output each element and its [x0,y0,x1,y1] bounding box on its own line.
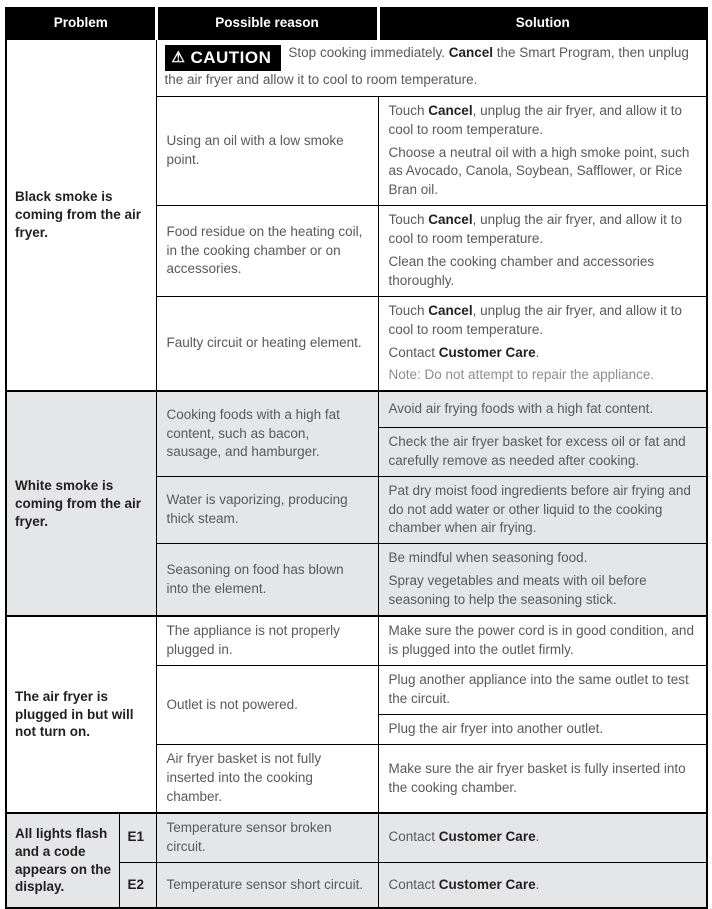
solution-cell [378,206,707,297]
problem-cell-white-smoke: White smoke is coming from the air fryer. [6,391,156,616]
column-header-solution: Solution [378,8,707,39]
reason-cell-sensor-short: Temperature sensor short circuit. [156,862,378,908]
reason-cell-not-plugged-in: The appliance is not properly plugged in. [156,616,378,666]
solution-cell [378,862,707,908]
solution-paragraph: Contact Customer Care. [388,344,540,360]
solution-note: Note: Do not attempt to repair the appliance. [388,367,655,383]
reason-cell-outlet-not-powered: Outlet is not powered. [156,666,378,745]
problem-cell-black-smoke: Black smoke is coming from the air fryer. [6,39,156,391]
error-code-e2: E2 [119,862,156,908]
solution-paragraph: Be mindful when seasoning food. [388,550,588,566]
table-row [6,813,707,862]
solution-paragraph: Touch Cancel, unplug the air fryer, and allow it to cool to room temperature. [388,212,682,247]
solution-cell [378,616,707,666]
caution-text: Stop cooking immediately. Cancel the Smart Program, then unplug the air fryer and allow it to cool to room temperature. [164,44,689,87]
problem-cell-error-codes: All lights flash and a code appears on the display. [6,813,119,908]
caution-cell [156,39,707,96]
column-header-problem: Problem [6,8,156,39]
solution-cell [378,296,707,391]
problem-cell-wont-turn-on: The air fryer is plugged in but will not turn on. [6,616,156,813]
solution-paragraph: Plug another appliance into the same outlet to test the circuit. [388,672,689,707]
solution-cell [378,427,707,476]
error-code-e1: E1 [119,813,156,862]
reason-cell-high-fat: Cooking foods with a high fat content, such as bacon, sausage, and hamburger. [156,391,378,476]
solution-cell [378,476,707,544]
solution-paragraph: Plug the air fryer into another outlet. [388,721,604,737]
solution-paragraph: Make sure the power cord is in good condition, and is plugged into the outlet firmly. [388,623,694,658]
solution-cell [378,813,707,862]
solution-cell [378,96,707,205]
solution-paragraph: Touch Cancel, unplug the air fryer, and allow it to cool to room temperature. [388,102,682,137]
solution-paragraph: Touch Cancel, unplug the air fryer, and allow it to cool to room temperature. [388,302,682,337]
reason-cell-sensor-broken: Temperature sensor broken circuit. [156,813,378,862]
table-row [6,616,707,666]
caution-row [6,39,707,96]
solution-cell [378,544,707,616]
reason-cell-water-vaporizing: Water is vaporizing, producing thick steam. [156,476,378,544]
caution-badge [165,45,282,71]
solution-cell [378,745,707,813]
solution-paragraph: Contact Customer Care. [388,876,540,892]
reason-cell-low-smoke-point: Using an oil with a low smoke point. [156,96,378,205]
reason-cell-seasoning: Seasoning on food has blown into the element. [156,544,378,616]
reason-cell-food-residue: Food residue on the heating coil, in the cooking chamber or on accessories. [156,206,378,297]
solution-paragraph: Check the air fryer basket for excess oil or fat and carefully remove as needed after cooking. [388,433,686,468]
reason-cell-faulty-circuit: Faulty circuit or heating element. [156,296,378,391]
warning-icon: ⚠ [171,48,186,66]
solution-paragraph: Avoid air frying foods with a high fat content. [388,401,654,417]
column-header-possible-reason: Possible reason [156,8,378,39]
solution-paragraph: Spray vegetables and meats with oil before seasoning to help the seasoning stick. [388,573,647,608]
solution-paragraph: Make sure the air fryer basket is fully inserted into the cooking chamber. [388,760,686,795]
caution-badge-label: CAUTION [190,47,272,67]
solution-paragraph: Clean the cooking chamber and accessories thoroughly. [388,254,655,288]
solution-cell [378,666,707,715]
table-row [6,391,707,427]
solution-paragraph: Contact Customer Care. [388,829,540,845]
table-header-row [6,8,707,39]
troubleshooting-table [5,7,708,909]
solution-cell [378,715,707,745]
reason-cell-basket-not-inserted: Air fryer basket is not fully inserted into the cooking chamber. [156,745,378,813]
solution-cell [378,391,707,427]
solution-paragraph: Choose a neutral oil with a high smoke point, such as Avocado, Canola, Soybean, Safflower, or Rice Bran oil. [388,144,690,198]
solution-paragraph: Pat dry moist food ingredients before air frying and do not add water or other liquid to the cooking chamber when air frying. [388,482,691,536]
